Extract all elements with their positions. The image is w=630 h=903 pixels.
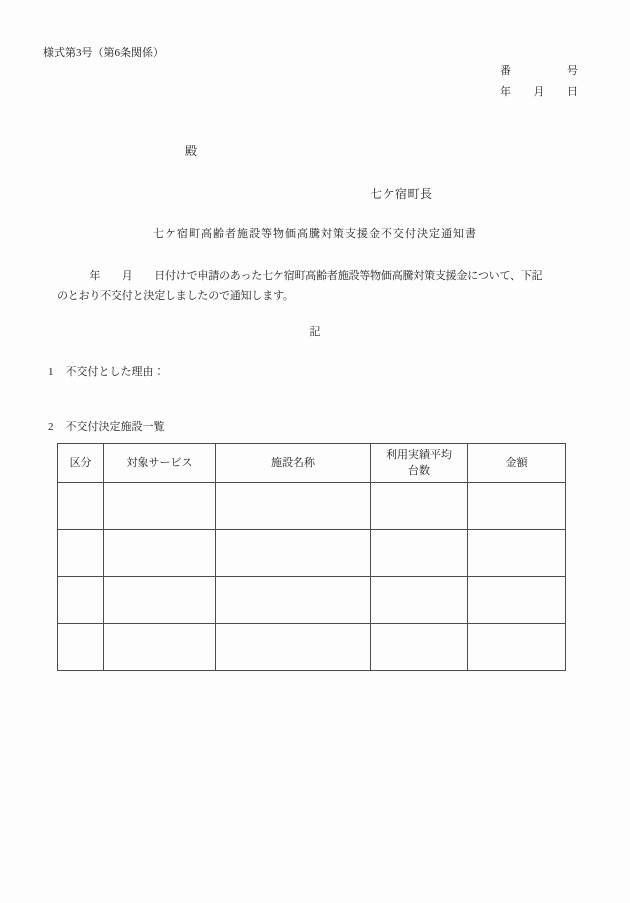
column-header-amount: 金額 xyxy=(468,444,566,483)
table-cell-empty xyxy=(58,577,104,624)
table-cell-empty xyxy=(216,577,371,624)
body-paragraph-line1: 年 月 日付けで申請のあった七ケ宿町高齢者施設等物価高騰対策支援金について、下記 xyxy=(57,270,543,282)
doc-number-date-block xyxy=(500,64,578,98)
column-header-facility-name: 施設名称 xyxy=(216,444,371,483)
table-cell-empty xyxy=(371,530,468,577)
date-year-label: 年 xyxy=(500,86,511,98)
list-item-reason xyxy=(48,365,165,380)
body-paragraph-line2: のとおり不交付と決定しましたので通知します。 xyxy=(57,290,294,302)
table-cell-empty xyxy=(58,483,104,530)
table-cell-empty xyxy=(371,483,468,530)
table-cell-empty xyxy=(216,624,371,671)
doc-number-line xyxy=(500,64,578,79)
doc-number-suffix: 号 xyxy=(567,65,578,77)
sender-title: 七ケ宿町長 xyxy=(370,187,433,201)
table-cell-empty xyxy=(104,577,216,624)
list-item-facility-list xyxy=(48,420,165,435)
column-header-avg-usage-line2: 台数 xyxy=(408,465,430,477)
form-number-label: 様式第3号（第6条関係） xyxy=(43,47,164,59)
table-cell-empty xyxy=(58,530,104,577)
table-header-row xyxy=(58,444,566,483)
column-header-avg-usage xyxy=(371,444,468,483)
table-row xyxy=(58,483,566,530)
table-cell-empty xyxy=(216,530,371,577)
table-cell-empty xyxy=(104,624,216,671)
table-row xyxy=(58,577,566,624)
document-title: 七ケ宿町高齢者施設等物価高騰対策支援金不交付決定通知書 xyxy=(153,228,477,240)
list-item-label: 不交付決定施設一覧 xyxy=(65,421,165,433)
table-cell-empty xyxy=(468,577,566,624)
table-cell-empty xyxy=(104,530,216,577)
facility-list-table xyxy=(57,443,566,671)
table-cell-empty xyxy=(468,624,566,671)
date-day-label: 日 xyxy=(567,86,578,98)
table-row xyxy=(58,530,566,577)
list-item-number: 1 xyxy=(48,366,54,378)
date-month-label: 月 xyxy=(533,86,545,98)
table-cell-empty xyxy=(58,624,104,671)
table-cell-empty xyxy=(468,530,566,577)
table-cell-empty xyxy=(371,624,468,671)
list-item-number: 2 xyxy=(48,421,54,433)
column-header-target-service: 対象サービス xyxy=(104,444,216,483)
table-cell-empty xyxy=(104,483,216,530)
table-cell-empty xyxy=(371,577,468,624)
ki-marker: 記 xyxy=(309,326,321,338)
table-cell-empty xyxy=(468,483,566,530)
doc-number-prefix: 番 xyxy=(500,65,511,77)
list-item-label: 不交付とした理由： xyxy=(65,366,165,378)
addressee-honorific: 殿 xyxy=(185,144,198,158)
table-row xyxy=(58,624,566,671)
doc-date-line xyxy=(500,85,578,100)
table-cell-empty xyxy=(216,483,371,530)
column-header-avg-usage-line1: 利用実績平均 xyxy=(386,449,452,461)
body-paragraph xyxy=(57,266,582,306)
column-header-category: 区分 xyxy=(58,444,104,483)
